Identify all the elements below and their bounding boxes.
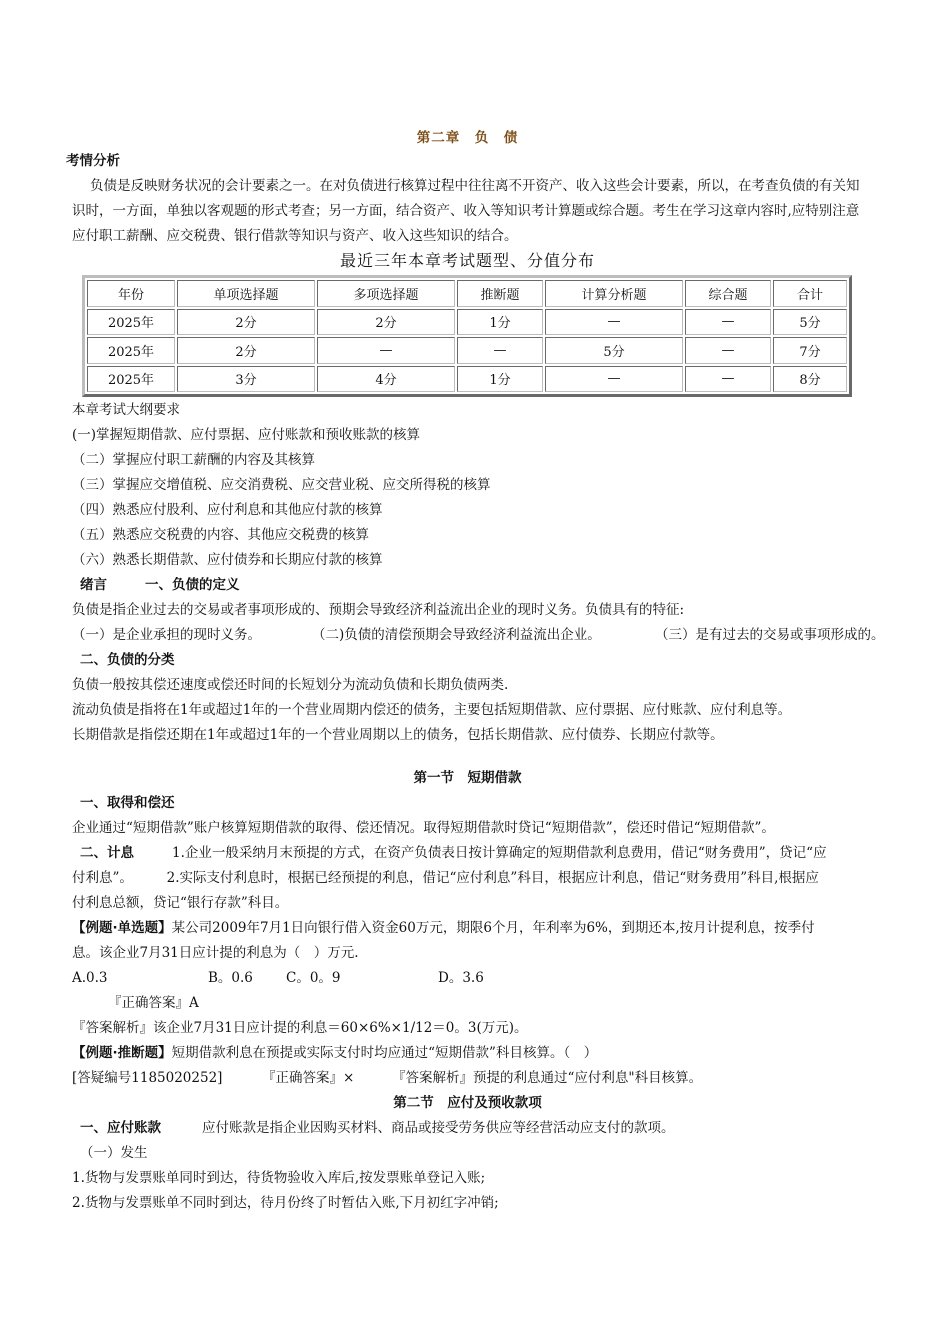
example1-line-2: 息。该企业7月31日应计提的利息为（ ）万元. xyxy=(72,945,359,961)
section1-title: 第一节 短期借款 xyxy=(413,770,522,786)
table-cell: 1分 xyxy=(457,366,543,393)
section2-line: 1.货物与发票账单同时到达，待货物验收入库后,按发票账单登记入账; xyxy=(72,1170,486,1186)
section1-heading-2: 二、计息 xyxy=(80,845,134,861)
option-b: B。0.6 xyxy=(208,970,253,986)
table-header-cell: 推断题 xyxy=(457,280,543,307)
feature-item: （二)负债的清偿预期会导致经济利益流出企业。 xyxy=(312,627,601,643)
table-cell: 2025年 xyxy=(87,309,175,336)
table-header-cell: 多项选择题 xyxy=(317,280,455,307)
table-row xyxy=(87,309,847,336)
section2-heading-1-text: 应付账款是指企业因购买材料、商品或接受劳务供应等经营活动应支付的款项。 xyxy=(202,1120,675,1136)
table-cell: — xyxy=(685,309,771,336)
outline-item: （五）熟悉应交税费的内容、其他应交税费的核算 xyxy=(72,527,369,543)
table-cell: 2025年 xyxy=(87,337,175,364)
table-cell: — xyxy=(545,309,683,336)
example1-text: 某公司2009年7月1日向银行借入资金60万元，期限6个月，年利率为6%，到期还本,按月计提利息，按季付 xyxy=(171,920,815,936)
table-cell: 2分 xyxy=(317,309,455,336)
table-row xyxy=(87,366,847,393)
table-header-cell: 年份 xyxy=(87,280,175,307)
table-cell: 3分 xyxy=(177,366,315,393)
table-cell: 8分 xyxy=(773,366,847,393)
example2-label: 【例题·推断题】 xyxy=(72,1045,172,1061)
feature-item: （三）是有过去的交易或事项形成的。 xyxy=(655,627,885,643)
section2-subheading: （一）发生 xyxy=(80,1145,148,1161)
section2-title: 第二节 应付及预收款项 xyxy=(393,1095,542,1111)
classification-heading: 二、负债的分类 xyxy=(80,652,175,668)
feature-item: （一）是企业承担的现时义务。 xyxy=(72,627,261,643)
table-title: 最近三年本章考试题型、分值分布 xyxy=(339,251,595,270)
section1-para-1: 企业通过“短期借款”账户核算短期借款的取得、偿还情况。取得短期借款时贷记“短期借款”，偿还时借记“短期借款”。 xyxy=(72,820,775,836)
example2-line xyxy=(72,1043,597,1063)
option-a: A.0.3 xyxy=(72,970,108,986)
definition-text: 负债是指企业过去的交易或者事项形成的、预期会导致经济利益流出企业的现时义务。负债具有的特征: xyxy=(72,602,685,618)
example2-code: [答疑编号1185020252] xyxy=(72,1070,223,1086)
section2-heading-1: 一、应付账款 xyxy=(80,1120,161,1136)
outline-item: （二）掌握应付职工薪酬的内容及其核算 xyxy=(72,452,315,468)
example1-label: 【例题·单选题】 xyxy=(72,920,172,936)
table-cell: — xyxy=(317,337,455,364)
outline-item: （六）熟悉长期借款、应付债券和长期应付款的核算 xyxy=(72,552,383,568)
example2-analysis: 『答案解析』预提的利息通过“应付利息"科目核算。 xyxy=(392,1070,703,1086)
section1-para-2-line: 付利息总额，贷记“银行存款”科目。 xyxy=(72,895,289,911)
table-header-cell: 合计 xyxy=(773,280,847,307)
outline-item: （三）掌握应交增值税、应交消费税、应交营业税、应交所得税的核算 xyxy=(72,477,491,493)
outline-heading: 本章考试大纲要求 xyxy=(72,402,180,418)
example1-line xyxy=(72,918,815,938)
outline-item: (一)掌握短期借款、应付票据、应付账款和预收账款的核算 xyxy=(72,427,421,443)
table-cell: 4分 xyxy=(317,366,455,393)
example1-answer: 『正确答案』A xyxy=(108,995,199,1011)
analysis-line-1: 负债是反映财务状况的会计要素之一。在对负债进行核算过程中往往离不开资产、收入这些会计要素，所以，在考查负债的有关知 xyxy=(90,178,860,194)
table-cell: 5分 xyxy=(773,309,847,336)
section1-para-2-line: 1.企业一般采纳月末预提的方式，在资产负债表日按计算确定的短期借款利息费用，借记“财务费用”，贷记“应 xyxy=(172,845,827,861)
definition-heading: 一、负债的定义 xyxy=(145,577,240,593)
intro-label: 绪言 xyxy=(80,577,107,593)
table-cell: — xyxy=(685,337,771,364)
table-cell: 7分 xyxy=(773,337,847,364)
analysis-line-3: 应付职工薪酬、应交税费、银行借款等知识与资产、收入这些知识的结合。 xyxy=(72,228,518,244)
table-header-cell: 计算分析题 xyxy=(545,280,683,307)
table-header-row xyxy=(87,280,847,307)
example1-analysis: 『答案解析』该企业7月31日应计提的利息＝60×6%×1/12＝0。3(万元)。 xyxy=(72,1020,528,1036)
analysis-line-2: 识时，一方面，单独以客观题的形式考查；另一方面，结合资产、收入等知识考计算题或综合题。考生在学习这章内容时,应特别注意 xyxy=(72,203,860,219)
section1-para-2-line: 付利息”。 2.实际支付利息时，根据已经预提的利息，借记“应付利息”科目，根据应计利息，借记“财务费用”科目,根据应 xyxy=(72,870,819,886)
table-cell: 5分 xyxy=(545,337,683,364)
option-d: D。3.6 xyxy=(438,970,484,986)
table-cell: — xyxy=(457,337,543,364)
table-header-cell: 综合题 xyxy=(685,280,771,307)
classification-line: 负债一般按其偿还速度或偿还时间的长短划分为流动负债和长期负债两类. xyxy=(72,677,509,693)
analysis-heading: 考情分析 xyxy=(66,153,120,169)
table-cell: — xyxy=(545,366,683,393)
chapter-title: 第二章 负 债 xyxy=(416,130,519,146)
classification-line: 流动负债是指将在1年或超过1年的一个营业周期内偿还的债务，主要包括短期借款、应付票据、应付账款、应付利息等。 xyxy=(72,702,792,718)
example2-text: 短期借款利息在预提或实际支付时均应通过“短期借款”科目核算。（ ） xyxy=(171,1045,598,1061)
table-cell: 2分 xyxy=(177,337,315,364)
outline-item: （四）熟悉应付股利、应付利息和其他应付款的核算 xyxy=(72,502,383,518)
table-row xyxy=(87,337,847,364)
classification-line: 长期借款是指偿还期在1年或超过1年的一个营业周期以上的债务，包括长期借款、应付债券、长期应付款等。 xyxy=(72,727,724,743)
score-distribution-table xyxy=(82,275,852,397)
option-c: C。0。9 xyxy=(286,970,341,986)
table-cell: 2分 xyxy=(177,309,315,336)
table-header-cell: 单项选择题 xyxy=(177,280,315,307)
example2-answer: 『正确答案』× xyxy=(262,1070,355,1086)
table-cell: — xyxy=(685,366,771,393)
table-cell: 1分 xyxy=(457,309,543,336)
section2-line: 2.货物与发票账单不同时到达，待月份终了时暂估入账,下月初红字冲销; xyxy=(72,1195,499,1211)
table-cell: 2025年 xyxy=(87,366,175,393)
section1-heading-1: 一、取得和偿还 xyxy=(80,795,175,811)
